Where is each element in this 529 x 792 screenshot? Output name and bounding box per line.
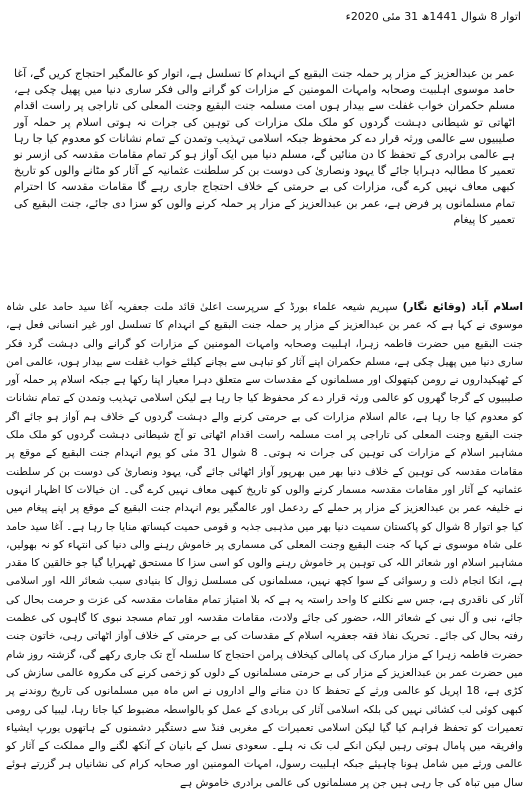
lead-text: عمر بن عبدالعزیز کے مزار پر حملہ جنت البقیع کے انہدام کا تسلسل ہے، اتوار کو عالمگیر احتجاج کریں گے، آغا حامد موسوی اہلبیت وصحابہ وامہات المومنین کے مزارات کو گرانے والی فکر ساری دنیا میں پھیل چکی ہے، مسلم حکمران خواب غفلت سے بیدار ہوں امت مسلمہ جنت البقیع وجنت المعلی کی تاراجی پر راست اقدام اٹھاتی تو شیطانی دہشت گردوں کو ملک ملک مزارات کی توہین کی جرات نہ ہوتی اسلام پر حملہ آور صلیبیوں سے عالمی ورثہ قرار دے کر محفوظ جبکہ اسلامی تہذیب وتمدن کے تمام نشانات کو معدوم کیا جا رہا ہے عالمی برادری کے تحفظ کا دن منائیں گے، مسلم دنیا میں ایک آواز ہو کر تمام مقامات مقدسہ کی ازسر نو تعمیر کا مطالبہ دہرایا جائے گا یہود ونصاریٰ کی دوست بن کر سلطنت عثمانیہ کے آثار کو مٹانے والوں کو تاریخ کبھی معاف نہیں کرے گی، مزارات کی بے حرمتی کے خلاف احتجاج جاری رہے گا مقامات مقدسہ کا احترام تمام مسلمانوں پر فرض ہے، عمر بن عبدالعزیز کے مزار پر حملہ کرنے والوں کو سزا دی جائے، جنت البقیع کی تعمیر کا پیغام — [14, 67, 515, 226]
article-text: سپریم شیعہ علماء بورڈ کے سرپرست اعلیٰ قائد ملت جعفریہ آغا سید حامد علی شاہ موسوی نے کہا ہے کہ عمر بن عبدالعزیز کے مزار پر حملہ جنت البقیع کے انہدام کا تسلسل اور غیر انسانی فعل ہے، جنت البقیع میں حضرت فاطمہ زہرا، اہلبیت وصحابہ وامہات المومنین کے مزارات کو گرانے والی دہشت گرد فکر ساری دنیا میں پھیل چکی ہے، مسلم حکمران اپنے آثار کو تباہی سے بچانے کیلئے خواب غفلت سے بیدار ہوں، عالمی امن کے ٹھیکیداروں نے رومن کیتھولک اور مسلمانوں کے مقدسات سے متعلق دہرا معیار اپنا رکھا ہے جبکہ اسلام پر حملہ آور صلیبیوں کے گرجا گھروں کو عالمی ورثہ قرار دے کر محفوظ کیا جا رہا ہے لیکن اسلامی تہذیب وتمدن کے تمام نشانات کو معدوم کیا جا رہا ہے، عالم اسلام مزارات کی بے حرمتی کرنے والے دہشت گردوں کے خلاف ہم آواز ہو جائے اگر جنت البقیع وجنت المعلی کی تاراجی پر امت مسلمہ راست اقدام اٹھاتی تو آج شیطانی دہشت گردوں کو ملک ملک مشاہیر اسلام کے مزارات کی توہین کی جرات نہ ہوتی۔ 8 شوال 31 مئی کو یوم انہدام جنت البقیع کے موقع پر مقامات مقدسہ کی توہین کے خلاف دنیا بھر میں بھرپور آواز اٹھائی جائے گی، یہود ونصاریٰ کی دوست بن کر سلطنت عثمانیہ کے آثار اور مقامات مقدسہ مسمار کرنے والوں کو تاریخ کبھی معاف نہیں کرے گی۔ ان خیالات کا اظہار انہوں نے خلیفہ عمر بن عبدالعزیز کے مزار پر حملے کے ردعمل اور عالمگیر یوم انہدام جنت البقیع کے موقع پر اپنے پیغام میں کیا جو اتوار 8 شوال کو پاکستان سمیت دنیا بھر میں مذہبی جذبہ و قومی حمیت کیساتھ منایا جا رہا ہے۔ آغا سید حامد علی شاہ موسوی نے کہا کہ جنت البقیع وجنت المعلی کی مسماری پر خاموش رہنے والی دنیا کی انتہاء کو نہ بھولیں، مشاہیر اسلام اور شعائر اللہ کی توہین پر خاموش رہنے والوں کو اسی سزا کا مستحق ٹھہرایا گیا جو خالقین کا مقدر ہے، انکا انجام ذلت و رسوائی کے سوا کچھ نہیں، مسلمانوں کی مسلسل زوال کا بنیادی سبب شعائر اللہ اور اسلامی آثار کی ناقدری ہے، جس سے نکلنے کا واحد راستہ یہ ہے کہ بلا امتیاز تمام مقامات مقدسہ کی عزت و حرمت بحال کی جائے، نبی و آل نبی کے شعائر اللہ، حضور کی جائے ولادت، مقامات مقدسہ اور تمام مسجد نبوی کا گاہوں کی عظمت رفتہ بحال کی جائے۔ تحریک نفاذ فقہ جعفریہ اسلام کے مقدسات کی بے حرمتی کے خلاف آواز اٹھاتی رہی، خاتون جنت حضرت فاطمہ زہرا کے مزار مبارک کی پامالی کیخلاف پرامن احتجاج کا سلسلہ آج تک جاری رکھے گی، گزشتہ روز شام میں حضرت عمر بن عبدالعزیز کے مزار کی بے حرمتی مسلمانوں کے دلوں کو زخمی کرنے کی مکروہ عالمی سازش کی کڑی ہے، 18 اپریل کو عالمی ورثے کے تحفظ کا دن منانے والے اداروں نے اس ماہ میں مسلمانوں کی تاریخ روندنے پر کبھی کوئی لب کشائی نہیں کی بلکہ اسلامی آثار کی بربادی کے عمل کو بالواسطہ مضبوط کیا جاتا رہا، لیبیا کی رومی تعمیرات کو تحفظ فراہم کیا گیا لیکن اسلامی تعمیرات کے مغربی فنڈ سے دستگیر دشمنوں کے ہاتھوں یورپ ایشیاء وافریقہ میں پامال ہوتی رہیں لیکن انکے لب تک نہ ہلے۔ سعودی نسل کے بانیان کے آنکھ لگنے والے مملکت کے آثار کو عالمی ورثے میں شامل ہونا چاہیئے جبکہ اہلبیت رسول، امہات المومنین اور صحابہ کرام کی نشانیاں ہر گزرتے ہوئے سال میں تباہ کی جا رہی ہیں جن پر مسلمانوں کی عالمی برادری خاموش ہے — [6, 301, 524, 789]
byline: اسلام آباد (وقائع نگار) — [402, 301, 523, 313]
lead-summary — [14, 66, 515, 228]
article-body — [6, 298, 523, 792]
article-paragraph — [6, 298, 523, 792]
dateline: اتوار 8 شوال 1441ھ 31 مئی 2020ء — [345, 10, 521, 23]
